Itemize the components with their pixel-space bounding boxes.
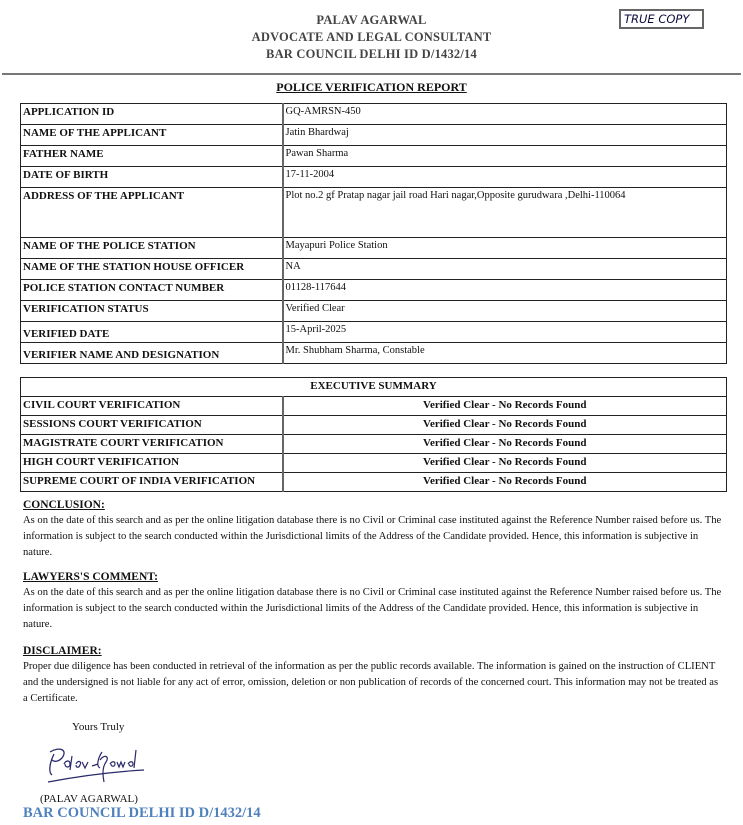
field-value: Plot no.2 gf Pratap nagar jail road Hari nagar,Opposite gurudwara ,Delhi-110064 xyxy=(283,188,727,238)
court-status: Verified Clear - No Records Found xyxy=(283,473,727,492)
field-value: 15-April-2025 xyxy=(283,322,727,343)
lawyers-comment-text: As on the date of this search and as per the online litigation database there is no Civil or Criminal case instituted against the Reference Number raised before us. The information is subject to the search conducted within the Jurisdictional limits of the Address of the Candidate provided. Hence, this information is subjective in nature. xyxy=(23,587,722,630)
field-value: NA xyxy=(283,259,727,280)
applicant-details-table xyxy=(20,103,727,364)
field-value: Pawan Sharma xyxy=(283,146,727,167)
true-copy-stamp: TRUE COPY xyxy=(619,9,704,29)
disclaimer-section xyxy=(23,643,723,707)
table-row xyxy=(21,343,727,364)
field-label: VERIFIER NAME AND DESIGNATION xyxy=(21,343,283,364)
table-row xyxy=(21,259,727,280)
table-row xyxy=(21,188,727,238)
conclusion-heading: CONCLUSION: xyxy=(23,499,105,511)
court-label: SESSIONS COURT VERIFICATION xyxy=(21,416,283,435)
field-value: Jatin Bhardwaj xyxy=(283,125,727,146)
field-value: Mr. Shubham Sharma, Constable xyxy=(283,343,727,364)
table-row xyxy=(21,301,727,322)
field-value: 01128-117644 xyxy=(283,280,727,301)
court-label: SUPREME COURT OF INDIA VERIFICATION xyxy=(21,473,283,492)
signatory-name: (PALAV AGARWAL) xyxy=(40,793,138,805)
field-label: NAME OF THE APPLICANT xyxy=(21,125,283,146)
court-label: HIGH COURT VERIFICATION xyxy=(21,454,283,473)
field-value: 17-11-2004 xyxy=(283,167,727,188)
court-status: Verified Clear - No Records Found xyxy=(283,416,727,435)
field-value: GQ-AMRSN-450 xyxy=(283,104,727,125)
closing-text: Yours Truly xyxy=(72,721,125,733)
report-title-text: POLICE VERIFICATION REPORT xyxy=(276,80,467,94)
court-label: CIVIL COURT VERIFICATION xyxy=(21,397,283,416)
lawyers-comment-section xyxy=(23,569,723,633)
conclusion-text: As on the date of this search and as per the online litigation database there is no Civil or Criminal case instituted against the Reference Number raised before us. The information is subject to the search conducted within the Jurisdictional limits of the Address of the Candidate provided. Hence, this information is subjective in nature. xyxy=(23,515,722,558)
table-row xyxy=(21,435,727,454)
table-row xyxy=(21,397,727,416)
court-status: Verified Clear - No Records Found xyxy=(283,397,727,416)
table-row xyxy=(21,280,727,301)
summary-heading: EXECUTIVE SUMMARY xyxy=(21,378,727,397)
field-label: APPLICATION ID xyxy=(21,104,283,125)
advocate-title: ADVOCATE AND LEGAL CONSULTANT xyxy=(251,30,492,44)
court-status: Verified Clear - No Records Found xyxy=(283,454,727,473)
advocate-name: PALAV AGARWAL xyxy=(316,13,427,27)
signature-icon xyxy=(40,742,150,792)
disclaimer-text: Proper due diligence has been conducted in retrieval of the information as per the public records available. The information is gained on the instruction of CLIENT and the undersigned is not liable for any act of error, omission, deletion or non publication of records of the concerned court. This information may not be treated as a Certificate. xyxy=(23,661,719,704)
table-row xyxy=(21,167,727,188)
bar-council-id: BAR COUNCIL DELHI ID D/1432/14 xyxy=(266,47,477,61)
table-row xyxy=(21,125,727,146)
field-label: VERIFIED DATE xyxy=(21,322,283,343)
table-row xyxy=(21,238,727,259)
table-header-row xyxy=(21,378,727,397)
field-label: DATE OF BIRTH xyxy=(21,167,283,188)
field-value: Verified Clear xyxy=(283,301,727,322)
signatory-bar-id: BAR COUNCIL DELHI ID D/1432/14 xyxy=(23,805,261,821)
field-label: VERIFICATION STATUS xyxy=(21,301,283,322)
disclaimer-heading: DISCLAIMER: xyxy=(23,645,102,657)
field-value: Mayapuri Police Station xyxy=(283,238,727,259)
conclusion-section xyxy=(23,497,723,561)
table-row xyxy=(21,454,727,473)
court-label: MAGISTRATE COURT VERIFICATION xyxy=(21,435,283,454)
table-row xyxy=(21,104,727,125)
court-status: Verified Clear - No Records Found xyxy=(283,435,727,454)
field-label: POLICE STATION CONTACT NUMBER xyxy=(21,280,283,301)
executive-summary-table xyxy=(20,377,727,492)
field-label: ADDRESS OF THE APPLICANT xyxy=(21,188,283,238)
table-row xyxy=(21,146,727,167)
field-label: NAME OF THE STATION HOUSE OFFICER xyxy=(21,259,283,280)
field-label: FATHER NAME xyxy=(21,146,283,167)
lawyers-comment-heading: LAWYERS'S COMMENT: xyxy=(23,571,158,583)
table-row xyxy=(21,473,727,492)
header-divider xyxy=(2,73,741,75)
table-row xyxy=(21,416,727,435)
field-label: NAME OF THE POLICE STATION xyxy=(21,238,283,259)
table-row xyxy=(21,322,727,343)
report-title xyxy=(0,80,743,95)
